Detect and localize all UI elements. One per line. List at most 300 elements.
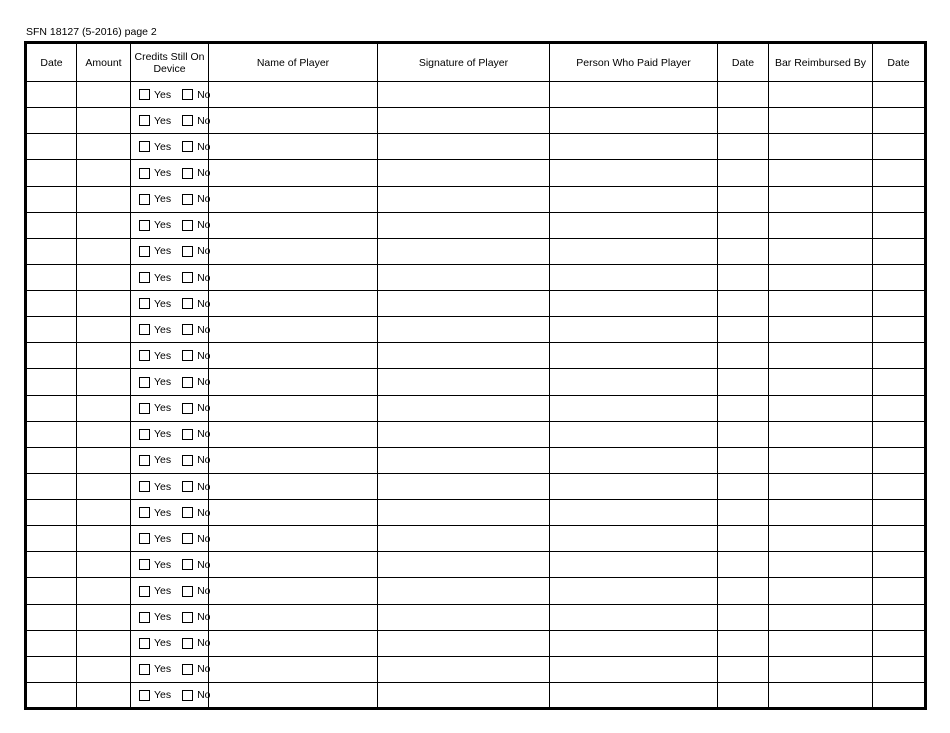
no-option[interactable]	[182, 637, 210, 649]
yes-option[interactable]	[139, 402, 171, 414]
column-header-paid-date: Date	[718, 43, 769, 82]
yes-option[interactable]	[139, 559, 171, 571]
bar-reimbursed-by-field[interactable]	[769, 317, 873, 343]
person-who-paid-player-field[interactable]	[550, 238, 718, 264]
reimbursed-date-field[interactable]	[873, 212, 926, 238]
paid-date-field[interactable]	[718, 134, 769, 160]
reimbursed-date-field[interactable]	[873, 552, 926, 578]
signature-of-player-field[interactable]	[378, 264, 550, 290]
amount-field[interactable]	[77, 604, 131, 630]
yes-checkbox[interactable]	[139, 168, 150, 179]
paid-date-field[interactable]	[718, 604, 769, 630]
yes-option[interactable]	[139, 689, 171, 701]
signature-of-player-field[interactable]	[378, 369, 550, 395]
no-checkbox[interactable]	[182, 559, 193, 570]
bar-reimbursed-by-field[interactable]	[769, 369, 873, 395]
yes-option[interactable]	[139, 637, 171, 649]
reimbursed-date-field[interactable]	[873, 500, 926, 526]
yes-option[interactable]	[139, 507, 171, 519]
amount-field[interactable]	[77, 395, 131, 421]
no-checkbox[interactable]	[182, 298, 193, 309]
yes-checkbox[interactable]	[139, 481, 150, 492]
amount-field[interactable]	[77, 630, 131, 656]
person-who-paid-player-field[interactable]	[550, 343, 718, 369]
paid-date-field[interactable]	[718, 421, 769, 447]
no-option[interactable]	[182, 141, 210, 153]
bar-reimbursed-by-field[interactable]	[769, 552, 873, 578]
no-checkbox[interactable]	[182, 403, 193, 414]
name-of-player-field[interactable]	[209, 369, 378, 395]
date-field[interactable]	[26, 186, 77, 212]
paid-date-field[interactable]	[718, 578, 769, 604]
person-who-paid-player-field[interactable]	[550, 656, 718, 682]
person-who-paid-player-field[interactable]	[550, 604, 718, 630]
yes-checkbox[interactable]	[139, 115, 150, 126]
no-checkbox[interactable]	[182, 220, 193, 231]
date-field[interactable]	[26, 317, 77, 343]
reimbursed-date-field[interactable]	[873, 343, 926, 369]
paid-date-field[interactable]	[718, 343, 769, 369]
yes-checkbox[interactable]	[139, 298, 150, 309]
signature-of-player-field[interactable]	[378, 160, 550, 186]
no-checkbox[interactable]	[182, 664, 193, 675]
name-of-player-field[interactable]	[209, 160, 378, 186]
amount-field[interactable]	[77, 186, 131, 212]
reimbursed-date-field[interactable]	[873, 186, 926, 212]
bar-reimbursed-by-field[interactable]	[769, 656, 873, 682]
reimbursed-date-field[interactable]	[873, 421, 926, 447]
date-field[interactable]	[26, 604, 77, 630]
person-who-paid-player-field[interactable]	[550, 317, 718, 343]
amount-field[interactable]	[77, 238, 131, 264]
amount-field[interactable]	[77, 473, 131, 499]
paid-date-field[interactable]	[718, 238, 769, 264]
no-checkbox[interactable]	[182, 455, 193, 466]
yes-checkbox[interactable]	[139, 194, 150, 205]
no-checkbox[interactable]	[182, 377, 193, 388]
yes-checkbox[interactable]	[139, 507, 150, 518]
signature-of-player-field[interactable]	[378, 186, 550, 212]
yes-checkbox[interactable]	[139, 246, 150, 257]
bar-reimbursed-by-field[interactable]	[769, 238, 873, 264]
no-option[interactable]	[182, 559, 210, 571]
no-option[interactable]	[182, 481, 210, 493]
no-option[interactable]	[182, 272, 210, 284]
bar-reimbursed-by-field[interactable]	[769, 160, 873, 186]
person-who-paid-player-field[interactable]	[550, 447, 718, 473]
date-field[interactable]	[26, 369, 77, 395]
reimbursed-date-field[interactable]	[873, 526, 926, 552]
date-field[interactable]	[26, 473, 77, 499]
no-option[interactable]	[182, 350, 210, 362]
amount-field[interactable]	[77, 343, 131, 369]
paid-date-field[interactable]	[718, 552, 769, 578]
yes-option[interactable]	[139, 454, 171, 466]
paid-date-field[interactable]	[718, 291, 769, 317]
amount-field[interactable]	[77, 500, 131, 526]
name-of-player-field[interactable]	[209, 238, 378, 264]
signature-of-player-field[interactable]	[378, 526, 550, 552]
signature-of-player-field[interactable]	[378, 212, 550, 238]
no-option[interactable]	[182, 428, 210, 440]
paid-date-field[interactable]	[718, 317, 769, 343]
yes-option[interactable]	[139, 219, 171, 231]
yes-checkbox[interactable]	[139, 586, 150, 597]
signature-of-player-field[interactable]	[378, 500, 550, 526]
no-checkbox[interactable]	[182, 638, 193, 649]
no-checkbox[interactable]	[182, 194, 193, 205]
amount-field[interactable]	[77, 134, 131, 160]
signature-of-player-field[interactable]	[378, 578, 550, 604]
no-label: No	[197, 140, 211, 153]
no-label: No	[197, 219, 211, 232]
no-option[interactable]	[182, 376, 210, 388]
yes-option[interactable]	[139, 141, 171, 153]
reimbursed-date-field[interactable]	[873, 630, 926, 656]
date-field[interactable]	[26, 526, 77, 552]
reimbursed-date-field[interactable]	[873, 134, 926, 160]
reimbursed-date-field[interactable]	[873, 291, 926, 317]
date-field[interactable]	[26, 630, 77, 656]
bar-reimbursed-by-field[interactable]	[769, 212, 873, 238]
yes-option[interactable]	[139, 115, 171, 127]
no-checkbox[interactable]	[182, 115, 193, 126]
bar-reimbursed-by-field[interactable]	[769, 186, 873, 212]
date-field[interactable]	[26, 264, 77, 290]
name-of-player-field[interactable]	[209, 604, 378, 630]
yes-option[interactable]	[139, 272, 171, 284]
person-who-paid-player-field[interactable]	[550, 526, 718, 552]
signature-of-player-field[interactable]	[378, 317, 550, 343]
amount-field[interactable]	[77, 82, 131, 108]
person-who-paid-player-field[interactable]	[550, 108, 718, 134]
reimbursed-date-field[interactable]	[873, 108, 926, 134]
no-checkbox[interactable]	[182, 533, 193, 544]
yes-checkbox[interactable]	[139, 324, 150, 335]
paid-date-field[interactable]	[718, 369, 769, 395]
amount-field[interactable]	[77, 369, 131, 395]
amount-field[interactable]	[77, 212, 131, 238]
name-of-player-field[interactable]	[209, 656, 378, 682]
yes-checkbox[interactable]	[139, 89, 150, 100]
no-option[interactable]	[182, 689, 210, 701]
bar-reimbursed-by-field[interactable]	[769, 682, 873, 708]
amount-field[interactable]	[77, 291, 131, 317]
yes-label: Yes	[154, 140, 172, 153]
paid-date-field[interactable]	[718, 526, 769, 552]
yes-checkbox[interactable]	[139, 141, 150, 152]
bar-reimbursed-by-field[interactable]	[769, 134, 873, 160]
no-option[interactable]	[182, 245, 210, 257]
reimbursed-date-field[interactable]	[873, 682, 926, 708]
no-option[interactable]	[182, 115, 210, 127]
no-checkbox[interactable]	[182, 272, 193, 283]
no-checkbox[interactable]	[182, 690, 193, 701]
no-option[interactable]	[182, 533, 210, 545]
paid-date-field[interactable]	[718, 108, 769, 134]
no-label: No	[197, 480, 211, 493]
signature-of-player-field[interactable]	[378, 108, 550, 134]
paid-date-field[interactable]	[718, 264, 769, 290]
signature-of-player-field[interactable]	[378, 473, 550, 499]
no-option[interactable]	[182, 298, 210, 310]
date-field[interactable]	[26, 500, 77, 526]
bar-reimbursed-by-field[interactable]	[769, 108, 873, 134]
signature-of-player-field[interactable]	[378, 395, 550, 421]
yes-checkbox[interactable]	[139, 350, 150, 361]
person-who-paid-player-field[interactable]	[550, 630, 718, 656]
name-of-player-field[interactable]	[209, 212, 378, 238]
paid-date-field[interactable]	[718, 630, 769, 656]
yes-option[interactable]	[139, 324, 171, 336]
yes-checkbox[interactable]	[139, 272, 150, 283]
bar-reimbursed-by-field[interactable]	[769, 526, 873, 552]
yes-option[interactable]	[139, 428, 171, 440]
date-field[interactable]	[26, 421, 77, 447]
signature-of-player-field[interactable]	[378, 682, 550, 708]
yes-checkbox[interactable]	[139, 220, 150, 231]
yes-checkbox[interactable]	[139, 403, 150, 414]
amount-field[interactable]	[77, 578, 131, 604]
signature-of-player-field[interactable]	[378, 291, 550, 317]
yes-checkbox[interactable]	[139, 533, 150, 544]
reimbursed-date-field[interactable]	[873, 369, 926, 395]
table-row	[26, 82, 926, 108]
bar-reimbursed-by-field[interactable]	[769, 500, 873, 526]
date-field[interactable]	[26, 238, 77, 264]
no-option[interactable]	[182, 193, 210, 205]
yes-option[interactable]	[139, 481, 171, 493]
bar-reimbursed-by-field[interactable]	[769, 473, 873, 499]
name-of-player-field[interactable]	[209, 134, 378, 160]
date-field[interactable]	[26, 291, 77, 317]
signature-of-player-field[interactable]	[378, 343, 550, 369]
signature-of-player-field[interactable]	[378, 604, 550, 630]
bar-reimbursed-by-field[interactable]	[769, 421, 873, 447]
date-field[interactable]	[26, 343, 77, 369]
yes-checkbox[interactable]	[139, 664, 150, 675]
yes-option[interactable]	[139, 167, 171, 179]
name-of-player-field[interactable]	[209, 186, 378, 212]
amount-field[interactable]	[77, 160, 131, 186]
name-of-player-field[interactable]	[209, 395, 378, 421]
reimbursed-date-field[interactable]	[873, 317, 926, 343]
date-field[interactable]	[26, 552, 77, 578]
yes-option[interactable]	[139, 89, 171, 101]
yes-checkbox[interactable]	[139, 559, 150, 570]
paid-date-field[interactable]	[718, 82, 769, 108]
name-of-player-field[interactable]	[209, 108, 378, 134]
yes-option[interactable]	[139, 585, 171, 597]
signature-of-player-field[interactable]	[378, 552, 550, 578]
yes-option[interactable]	[139, 533, 171, 545]
reimbursed-date-field[interactable]	[873, 82, 926, 108]
name-of-player-field[interactable]	[209, 343, 378, 369]
bar-reimbursed-by-field[interactable]	[769, 395, 873, 421]
signature-of-player-field[interactable]	[378, 421, 550, 447]
bar-reimbursed-by-field[interactable]	[769, 630, 873, 656]
paid-date-field[interactable]	[718, 212, 769, 238]
yes-checkbox[interactable]	[139, 377, 150, 388]
person-who-paid-player-field[interactable]	[550, 369, 718, 395]
paid-date-field[interactable]	[718, 395, 769, 421]
person-who-paid-player-field[interactable]	[550, 134, 718, 160]
paid-date-field[interactable]	[718, 500, 769, 526]
amount-field[interactable]	[77, 656, 131, 682]
no-checkbox[interactable]	[182, 429, 193, 440]
no-option[interactable]	[182, 167, 210, 179]
yes-checkbox[interactable]	[139, 455, 150, 466]
amount-field[interactable]	[77, 447, 131, 473]
amount-field[interactable]	[77, 526, 131, 552]
person-who-paid-player-field[interactable]	[550, 82, 718, 108]
name-of-player-field[interactable]	[209, 682, 378, 708]
name-of-player-field[interactable]	[209, 500, 378, 526]
yes-label: Yes	[154, 349, 172, 362]
no-option[interactable]	[182, 219, 210, 231]
column-header-credits-still-on-device: Credits Still On Device	[131, 43, 209, 82]
no-label: No	[197, 454, 211, 467]
date-field[interactable]	[26, 578, 77, 604]
signature-of-player-field[interactable]	[378, 656, 550, 682]
reimbursed-date-field[interactable]	[873, 604, 926, 630]
bar-reimbursed-by-field[interactable]	[769, 291, 873, 317]
name-of-player-field[interactable]	[209, 264, 378, 290]
no-option[interactable]	[182, 663, 210, 675]
person-who-paid-player-field[interactable]	[550, 160, 718, 186]
bar-reimbursed-by-field[interactable]	[769, 578, 873, 604]
no-checkbox[interactable]	[182, 481, 193, 492]
reimbursed-date-field[interactable]	[873, 447, 926, 473]
signature-of-player-field[interactable]	[378, 630, 550, 656]
paid-date-field[interactable]	[718, 447, 769, 473]
no-option[interactable]	[182, 89, 210, 101]
person-who-paid-player-field[interactable]	[550, 500, 718, 526]
no-checkbox[interactable]	[182, 507, 193, 518]
signature-of-player-field[interactable]	[378, 82, 550, 108]
yes-checkbox[interactable]	[139, 638, 150, 649]
no-option[interactable]	[182, 402, 210, 414]
no-checkbox[interactable]	[182, 89, 193, 100]
name-of-player-field[interactable]	[209, 291, 378, 317]
paid-date-field[interactable]	[718, 160, 769, 186]
no-label: No	[197, 611, 211, 624]
name-of-player-field[interactable]	[209, 552, 378, 578]
bar-reimbursed-by-field[interactable]	[769, 343, 873, 369]
no-checkbox[interactable]	[182, 246, 193, 257]
date-field[interactable]	[26, 212, 77, 238]
name-of-player-field[interactable]	[209, 526, 378, 552]
date-field[interactable]	[26, 682, 77, 708]
no-checkbox[interactable]	[182, 612, 193, 623]
bar-reimbursed-by-field[interactable]	[769, 82, 873, 108]
no-option[interactable]	[182, 585, 210, 597]
amount-field[interactable]	[77, 552, 131, 578]
name-of-player-field[interactable]	[209, 578, 378, 604]
person-who-paid-player-field[interactable]	[550, 186, 718, 212]
date-field[interactable]	[26, 134, 77, 160]
person-who-paid-player-field[interactable]	[550, 421, 718, 447]
signature-of-player-field[interactable]	[378, 447, 550, 473]
reimbursed-date-field[interactable]	[873, 160, 926, 186]
bar-reimbursed-by-field[interactable]	[769, 604, 873, 630]
yes-option[interactable]	[139, 376, 171, 388]
date-field[interactable]	[26, 82, 77, 108]
person-who-paid-player-field[interactable]	[550, 212, 718, 238]
no-checkbox[interactable]	[182, 350, 193, 361]
person-who-paid-player-field[interactable]	[550, 552, 718, 578]
no-checkbox[interactable]	[182, 324, 193, 335]
name-of-player-field[interactable]	[209, 317, 378, 343]
reimbursed-date-field[interactable]	[873, 473, 926, 499]
person-who-paid-player-field[interactable]	[550, 395, 718, 421]
yes-option[interactable]	[139, 350, 171, 362]
yes-checkbox[interactable]	[139, 690, 150, 701]
person-who-paid-player-field[interactable]	[550, 264, 718, 290]
date-field[interactable]	[26, 108, 77, 134]
amount-field[interactable]	[77, 317, 131, 343]
reimbursed-date-field[interactable]	[873, 578, 926, 604]
name-of-player-field[interactable]	[209, 473, 378, 499]
no-option[interactable]	[182, 324, 210, 336]
no-checkbox[interactable]	[182, 168, 193, 179]
yes-option[interactable]	[139, 663, 171, 675]
amount-field[interactable]	[77, 264, 131, 290]
date-field[interactable]	[26, 160, 77, 186]
no-option[interactable]	[182, 611, 210, 623]
person-who-paid-player-field[interactable]	[550, 578, 718, 604]
yes-checkbox[interactable]	[139, 612, 150, 623]
yes-label: Yes	[154, 558, 172, 571]
reimbursed-date-field[interactable]	[873, 395, 926, 421]
paid-date-field[interactable]	[718, 186, 769, 212]
date-field[interactable]	[26, 395, 77, 421]
yes-option[interactable]	[139, 298, 171, 310]
paid-date-field[interactable]	[718, 682, 769, 708]
yes-option[interactable]	[139, 193, 171, 205]
no-label: No	[197, 637, 211, 650]
amount-field[interactable]	[77, 421, 131, 447]
no-option[interactable]	[182, 507, 210, 519]
name-of-player-field[interactable]	[209, 630, 378, 656]
signature-of-player-field[interactable]	[378, 238, 550, 264]
no-option[interactable]	[182, 454, 210, 466]
person-who-paid-player-field[interactable]	[550, 473, 718, 499]
no-checkbox[interactable]	[182, 141, 193, 152]
amount-field[interactable]	[77, 108, 131, 134]
reimbursed-date-field[interactable]	[873, 238, 926, 264]
name-of-player-field[interactable]	[209, 447, 378, 473]
reimbursed-date-field[interactable]	[873, 264, 926, 290]
yes-option[interactable]	[139, 611, 171, 623]
yes-option[interactable]	[139, 245, 171, 257]
date-field[interactable]	[26, 656, 77, 682]
signature-of-player-field[interactable]	[378, 134, 550, 160]
no-checkbox[interactable]	[182, 586, 193, 597]
paid-date-field[interactable]	[718, 656, 769, 682]
person-who-paid-player-field[interactable]	[550, 682, 718, 708]
bar-reimbursed-by-field[interactable]	[769, 447, 873, 473]
reimbursed-date-field[interactable]	[873, 656, 926, 682]
amount-field[interactable]	[77, 682, 131, 708]
name-of-player-field[interactable]	[209, 82, 378, 108]
yes-checkbox[interactable]	[139, 429, 150, 440]
person-who-paid-player-field[interactable]	[550, 291, 718, 317]
name-of-player-field[interactable]	[209, 421, 378, 447]
bar-reimbursed-by-field[interactable]	[769, 264, 873, 290]
paid-date-field[interactable]	[718, 473, 769, 499]
date-field[interactable]	[26, 447, 77, 473]
